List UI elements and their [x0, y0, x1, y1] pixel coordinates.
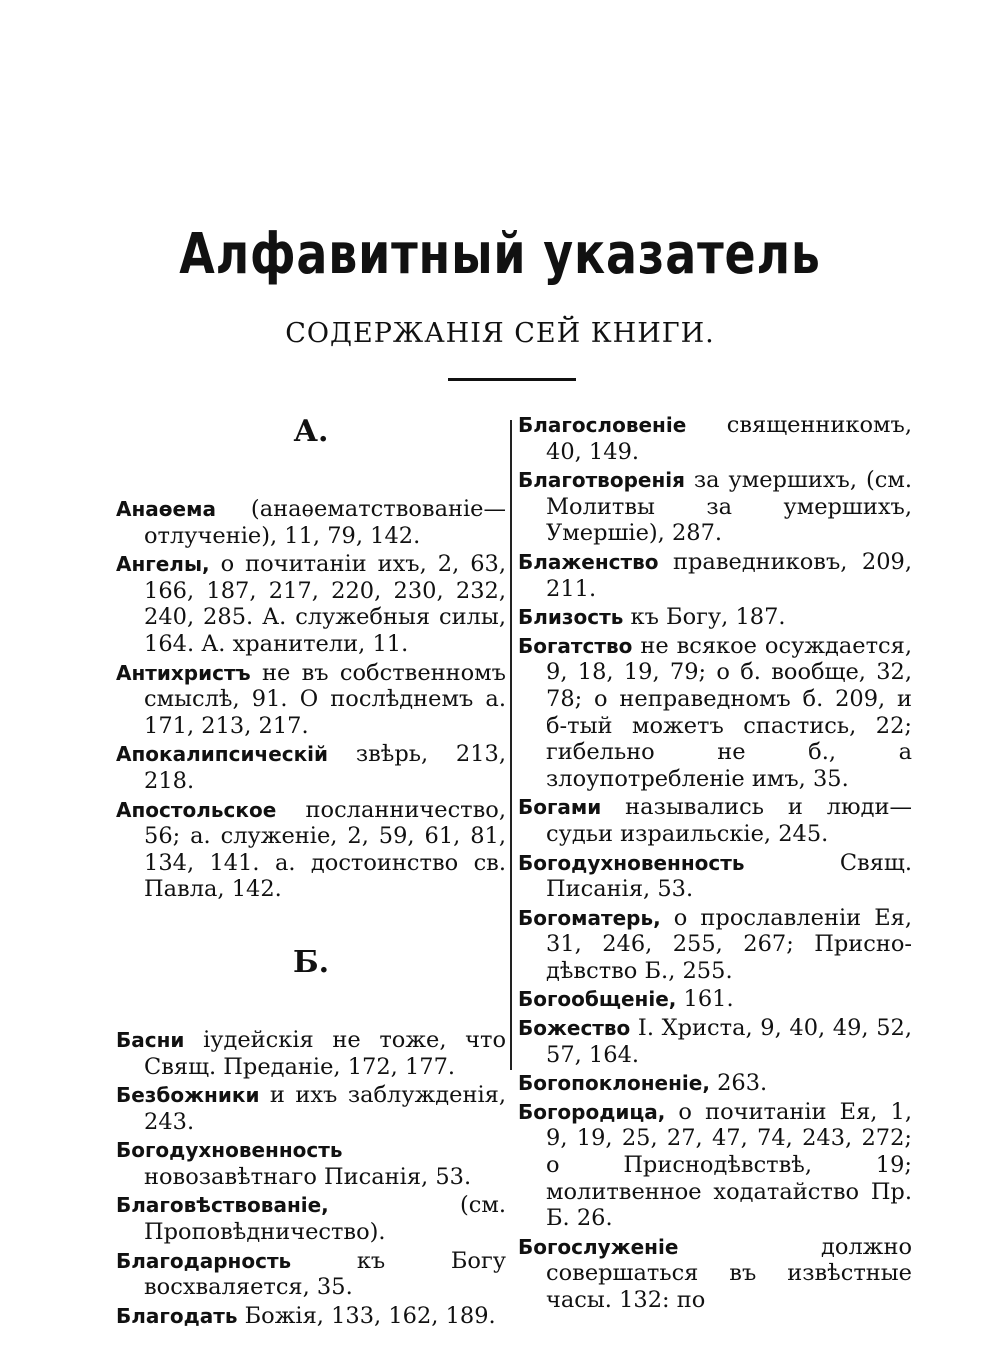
entry-head: Богообщеніе,	[518, 987, 677, 1012]
entry-text: Свящ. Писанія, 53.	[546, 849, 912, 903]
entry-text: о прославленіи Ея, 31, 246, 255, 267; Присно-дѣвство Б., 255.	[546, 904, 912, 984]
index-entry	[518, 1099, 912, 1232]
entry-text: къ Богу, 187.	[623, 604, 786, 631]
entry-text: посланничество, 56; а. служеніе, 2, 59, 61, 81, 134, 141. а. достоинство св. Павла, 142.	[144, 796, 506, 903]
entry-head: Блаженство	[518, 549, 659, 574]
index-entry	[518, 1070, 912, 1097]
entry-head: Басни	[116, 1027, 185, 1052]
index-entry	[116, 496, 506, 549]
entry-head: Благовѣствованіе,	[116, 1193, 329, 1218]
index-entry	[518, 850, 912, 903]
index-entry	[518, 986, 912, 1013]
entry-head: Апостольское	[116, 797, 277, 822]
index-entry	[518, 1234, 912, 1314]
entry-head: Богопоклоненіе,	[518, 1071, 710, 1096]
entry-text: священникомъ, 40, 149.	[546, 412, 912, 465]
entry-text: (см. Проповѣдничество).	[144, 1192, 506, 1246]
index-entry	[116, 1192, 506, 1245]
index-entry	[518, 549, 912, 602]
entry-head: Богами	[518, 795, 602, 820]
entry-text: (анаѳематствованіе—отлученіе), 11, 79, 142.	[144, 496, 506, 549]
page-title: Алфавитный указатель	[179, 222, 821, 287]
entry-head: Анаѳема	[116, 497, 216, 521]
entry-head: Богородица,	[518, 1099, 666, 1124]
entry-text: не всякое осуждается, 9, 18, 19, 79; о б. вообще, 32, 78; о неправедномъ б. 209, и б-тый можетъ спастись, 22; гибельно не б., а злоупотребленіе имъ, 35.	[546, 632, 912, 792]
index-entry	[116, 1082, 506, 1135]
entry-text: за умершихъ, (см. Молитвы за умершихъ, Умершіе), 287.	[546, 467, 912, 547]
section-letter-a: А.	[293, 414, 329, 449]
entry-head: Апокалипсическій	[116, 742, 329, 767]
entry-head: Благодать	[116, 1303, 238, 1328]
entry-text: праведниковъ, 209, 211.	[546, 548, 912, 602]
index-entry	[518, 1015, 912, 1068]
entry-text: іудейскія не тоже, что Свящ. Преданіе, 172, 177.	[144, 1026, 506, 1080]
entry-text: не въ собственномъ смыслѣ, 91. О послѣднемъ а. 171, 213, 217.	[144, 659, 506, 739]
entry-head: Богодухновенность	[518, 850, 745, 875]
index-entry	[116, 1137, 506, 1190]
entry-text: звѣрь, 213, 218.	[144, 741, 506, 794]
entry-head: Благодарность	[116, 1248, 292, 1273]
index-entry	[116, 1027, 506, 1080]
column-divider	[510, 420, 512, 1070]
index-entry	[518, 412, 912, 465]
index-entry	[116, 551, 506, 657]
index-entry	[518, 604, 912, 631]
entry-head: Благотворенія	[518, 468, 685, 493]
index-entry	[116, 797, 506, 903]
index-entry	[518, 633, 912, 793]
entry-text: Божія, 133, 162, 189.	[237, 1302, 496, 1329]
entry-text: должно совершаться въ извѣстные часы. 132: по	[546, 1233, 912, 1313]
entry-head: Божество	[518, 1016, 631, 1041]
entry-head: Антихристъ	[116, 660, 251, 685]
left-column	[116, 412, 506, 1331]
index-entry	[518, 467, 912, 547]
entry-head: Ангелы,	[116, 552, 210, 577]
index-entry	[116, 1303, 506, 1330]
entry-text: назывались и люди—судьи израильскіе, 245.	[546, 794, 912, 847]
entry-text: и ихъ заблужденія, 243.	[144, 1082, 506, 1135]
entry-text: къ Богу восхваляется, 35.	[144, 1247, 506, 1301]
right-column	[518, 412, 912, 1316]
entry-text: 161.	[676, 986, 734, 1013]
index-entry	[518, 905, 912, 985]
entry-text: о почитаніи Ея, 1, 9, 19, 25, 27, 47, 74, 243, 272; о Приснодѣвствѣ, 19; молитвенное ходатайство Пр. Б. 26.	[546, 1098, 912, 1232]
entry-head: Благословеніе	[518, 413, 687, 437]
entry-head: Богоматерь,	[518, 905, 661, 930]
title-rule	[448, 378, 576, 381]
entry-head: Безбожники	[116, 1083, 260, 1108]
index-entry	[518, 794, 912, 847]
entry-head: Богослуженіе	[518, 1234, 679, 1259]
entry-text: о почитаніи ихъ, 2, 63, 166, 187, 217, 220, 230, 232, 240, 285. А. служебныя силы, 164. А. хранители, 11.	[144, 551, 506, 657]
page-subtitle: СОДЕРЖАНІЯ СЕЙ КНИГИ.	[285, 318, 715, 349]
entry-text: 263.	[709, 1070, 768, 1097]
index-entry	[116, 660, 506, 740]
index-entry	[116, 741, 506, 794]
entry-head: Близость	[518, 605, 624, 630]
entry-head: Богодухновенность	[116, 1138, 343, 1163]
section-letter-b: Б.	[292, 944, 330, 980]
index-entry	[116, 1248, 506, 1301]
entry-text: новозавѣтнаго Писанія, 53.	[144, 1163, 472, 1190]
entry-head: Богатство	[518, 633, 633, 658]
entry-text: І. Христа, 9, 40, 49, 52, 57, 164.	[546, 1015, 912, 1068]
